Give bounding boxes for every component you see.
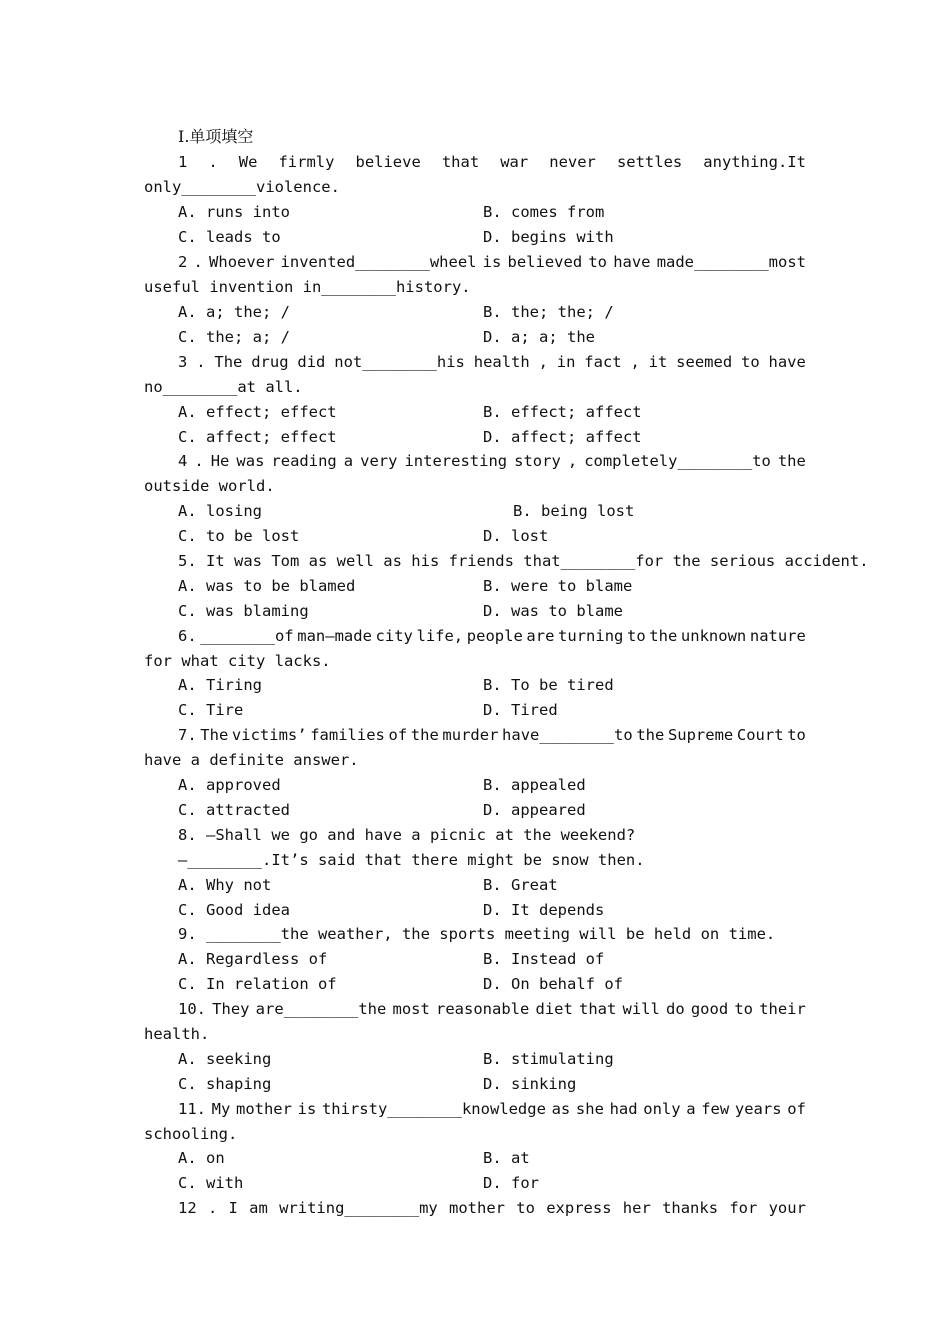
question-10-option-c: C. shaping <box>178 1075 272 1093</box>
question-2-option-d: D. a; a; the <box>483 328 595 346</box>
stem-word: thirsty________knowledge <box>321 1100 546 1118</box>
question-10-stem <box>178 999 806 1019</box>
stem-word: I <box>228 1199 238 1217</box>
question-3-stem-cont: no________at all. <box>144 378 303 396</box>
section-title: Ⅰ.单项填空 <box>178 127 254 146</box>
stem-word: that <box>441 153 480 171</box>
stem-word: 4 <box>178 452 188 470</box>
question-6-option-b: B. To be tired <box>483 676 614 694</box>
stem-word: the <box>777 452 806 470</box>
stem-word: fact <box>584 353 622 371</box>
question-8-stem-reply: —________.It’s said that there might be snow then. <box>178 851 645 869</box>
stem-word: it <box>648 353 668 371</box>
stem-word: victims’ <box>231 726 307 744</box>
question-6-stem-cont: for what city lacks. <box>144 652 331 670</box>
question-8-option-c: C. Good idea <box>178 901 290 919</box>
stem-word: , <box>538 353 548 371</box>
question-3-option-d: D. affect; affect <box>483 428 642 446</box>
stem-word: interesting <box>404 452 508 470</box>
stem-word: believe <box>355 153 421 171</box>
stem-word: mother <box>449 1199 505 1217</box>
stem-word: They <box>212 1000 250 1018</box>
question-10-option-a: A. seeking <box>178 1050 272 1068</box>
stem-word: drug <box>251 353 289 371</box>
stem-word: . <box>193 253 203 271</box>
question-4-option-a: A. losing <box>178 502 262 520</box>
stem-word: turning <box>558 627 624 645</box>
question-5-option-a: A. was to be blamed <box>178 577 356 595</box>
stem-word: good <box>690 1000 729 1018</box>
question-1-option-a: A. runs into <box>178 203 290 221</box>
stem-word: most <box>392 1000 430 1018</box>
stem-word: settles <box>616 153 683 171</box>
question-2-option-c: C. the; a; / <box>178 328 290 346</box>
question-2-stem-cont: useful invention in________history. <box>144 278 471 296</box>
stem-word: for <box>729 1199 758 1217</box>
stem-word: she <box>575 1100 604 1118</box>
stem-word: invented________wheel <box>280 253 477 271</box>
stem-word: life, <box>416 627 464 645</box>
question-5-option-d: D. was to blame <box>483 602 623 620</box>
question-5-stem: 5. It was Tom as well as his friends that________for the serious accident. <box>178 552 869 570</box>
question-1-stem <box>178 152 806 172</box>
question-4-option-b: B. being lost <box>513 502 635 520</box>
stem-word: ________of <box>200 627 294 645</box>
stem-word: Supreme <box>667 726 734 744</box>
stem-word: health <box>473 353 530 371</box>
question-11-option-c: C. with <box>178 1174 244 1192</box>
question-2-stem <box>178 252 806 272</box>
stem-word: thanks <box>662 1199 719 1217</box>
stem-word: The <box>214 353 243 371</box>
stem-word: unknown <box>680 627 747 645</box>
stem-word: was <box>236 452 265 470</box>
stem-word: people <box>466 627 523 645</box>
stem-word: 1 <box>178 153 188 171</box>
question-7-stem-cont: have a definite answer. <box>144 751 359 769</box>
question-9-stem: 9. ________the weather, the sports meeting will be held on time. <box>178 925 776 943</box>
stem-word: 3 <box>178 353 188 371</box>
question-8-option-d: D. It depends <box>483 901 605 919</box>
stem-word: reading <box>271 452 337 470</box>
stem-word: seemed <box>676 353 733 371</box>
stem-word: 12 <box>178 1199 197 1217</box>
question-11-option-d: D. for <box>483 1174 539 1192</box>
question-9-option-d: D. On behalf of <box>483 975 623 993</box>
question-3-option-b: B. effect; affect <box>483 403 642 421</box>
question-3-option-c: C. affect; effect <box>178 428 337 446</box>
stem-word: had <box>609 1100 638 1118</box>
stem-word: nature <box>749 627 806 645</box>
stem-word: the <box>649 627 678 645</box>
stem-word: to <box>588 253 608 271</box>
question-1-stem-cont: only________violence. <box>144 178 340 196</box>
stem-word: the <box>636 726 665 744</box>
stem-word: years <box>734 1100 782 1118</box>
stem-word: a <box>686 1100 696 1118</box>
question-4-stem <box>178 451 806 471</box>
stem-word: My <box>211 1100 231 1118</box>
stem-word: firmly <box>278 153 335 171</box>
stem-word: have <box>613 253 651 271</box>
stem-word: murder <box>442 726 499 744</box>
stem-word: only <box>643 1100 681 1118</box>
stem-word: The <box>200 726 229 744</box>
stem-word: of <box>787 1100 806 1118</box>
stem-word: 11. <box>178 1100 206 1118</box>
stem-word: did <box>297 353 326 371</box>
stem-word: have________to <box>502 726 633 744</box>
stem-word: very <box>360 452 398 470</box>
stem-word: as <box>551 1100 571 1118</box>
stem-word: do <box>666 1000 685 1018</box>
question-2-option-b: B. the; the; / <box>483 303 614 321</box>
stem-word: mother <box>235 1100 292 1118</box>
stem-word: is <box>297 1100 317 1118</box>
stem-word: of <box>388 726 408 744</box>
stem-word: the <box>410 726 439 744</box>
stem-word: to <box>741 353 760 371</box>
stem-word: writing________my <box>279 1199 438 1217</box>
question-9-option-b: B. Instead of <box>483 950 605 968</box>
question-5-option-b: B. were to blame <box>483 577 633 595</box>
question-12-stem <box>178 1198 806 1218</box>
stem-word: a <box>343 452 354 470</box>
question-4-stem-cont: outside world. <box>144 477 275 495</box>
question-7-option-b: B. appealed <box>483 776 586 794</box>
stem-word: never <box>549 153 596 171</box>
stem-word: will <box>622 1000 660 1018</box>
question-11-option-a: A. on <box>178 1149 225 1167</box>
stem-word: her <box>622 1199 651 1217</box>
question-7-option-c: C. attracted <box>178 801 290 819</box>
question-5-option-c: C. was blaming <box>178 602 309 620</box>
stem-word: am <box>249 1199 268 1217</box>
question-11-option-b: B. at <box>483 1149 530 1167</box>
stem-word: to <box>734 1000 754 1018</box>
question-1-option-c: C. leads to <box>178 228 281 246</box>
question-11-stem <box>178 1099 806 1119</box>
stem-word: Whoever <box>209 253 275 271</box>
stem-word: to <box>516 1199 535 1217</box>
stem-word: families <box>310 726 385 744</box>
stem-word: in <box>556 353 576 371</box>
stem-word: story <box>514 452 561 470</box>
question-6-option-c: C. Tire <box>178 701 244 719</box>
question-2-option-a: A. a; the; / <box>178 303 290 321</box>
stem-word: that <box>579 1000 617 1018</box>
question-8-option-a: A. Why not <box>178 876 272 894</box>
stem-word: anything.It <box>703 153 806 171</box>
stem-word: is <box>482 253 502 271</box>
stem-word: We <box>238 153 258 171</box>
stem-word: completely________to <box>584 452 771 470</box>
stem-word: . <box>207 1199 218 1217</box>
question-9-option-c: C. In relation of <box>178 975 337 993</box>
stem-word: to <box>626 627 646 645</box>
question-8-option-b: B. Great <box>483 876 558 894</box>
stem-word: 7. <box>178 726 197 744</box>
stem-word: 2 <box>178 253 188 271</box>
question-10-option-d: D. sinking <box>483 1075 577 1093</box>
stem-word: He <box>210 452 230 470</box>
stem-word: to <box>787 726 806 744</box>
stem-word: 6. <box>178 627 197 645</box>
question-7-stem <box>178 725 806 745</box>
stem-word: . <box>208 153 218 171</box>
stem-word: have <box>768 353 806 371</box>
question-3-stem <box>178 352 806 372</box>
stem-word: believed <box>507 253 583 271</box>
stem-word: 10. <box>178 1000 206 1018</box>
stem-word: their <box>759 1000 806 1018</box>
stem-word: express <box>546 1199 612 1217</box>
stem-word: . <box>196 353 206 371</box>
stem-word: , <box>630 353 640 371</box>
stem-word: are________the <box>255 1000 387 1018</box>
question-8-stem: 8. —Shall we go and have a picnic at the weekend? <box>178 826 636 844</box>
stem-word: not________his <box>334 353 465 371</box>
question-4-option-d: D. lost <box>483 527 549 545</box>
stem-word: city <box>375 627 413 645</box>
question-4-option-c: C. to be lost <box>178 527 300 545</box>
stem-word: are <box>526 627 555 645</box>
stem-word: man—made <box>297 627 372 645</box>
stem-word: Court <box>736 726 784 744</box>
question-7-option-d: D. appeared <box>483 801 586 819</box>
stem-word: few <box>701 1100 730 1118</box>
question-7-option-a: A. approved <box>178 776 281 794</box>
stem-word: war <box>500 153 529 171</box>
question-10-option-b: B. stimulating <box>483 1050 614 1068</box>
question-9-option-a: A. Regardless of <box>178 950 328 968</box>
stem-word: . <box>194 452 204 470</box>
question-11-stem-cont: schooling. <box>144 1125 238 1143</box>
stem-word: , <box>567 452 578 470</box>
question-1-option-d: D. begins with <box>483 228 614 246</box>
question-6-option-d: D. Tired <box>483 701 558 719</box>
question-6-stem <box>178 626 806 646</box>
stem-word: your <box>768 1199 806 1217</box>
question-10-stem-cont: health. <box>144 1025 210 1043</box>
question-6-option-a: A. Tiring <box>178 676 262 694</box>
stem-word: diet <box>535 1000 573 1018</box>
question-3-option-a: A. effect; effect <box>178 403 337 421</box>
stem-word: made________most <box>656 253 806 271</box>
stem-word: reasonable <box>436 1000 530 1018</box>
question-1-option-b: B. comes from <box>483 203 605 221</box>
